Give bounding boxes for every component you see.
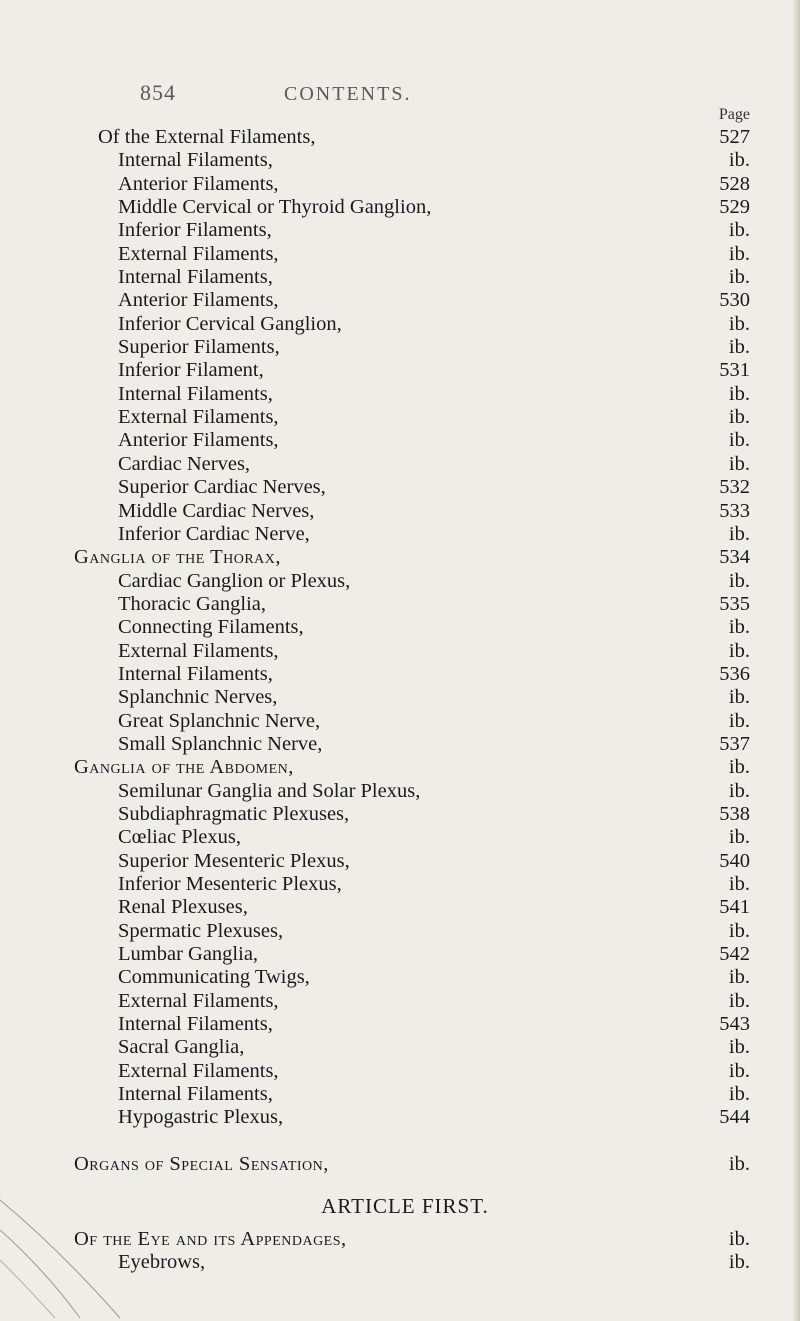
toc-entry-page: ib. bbox=[728, 1059, 750, 1082]
article-entries bbox=[0, 1228, 800, 1275]
toc-entry bbox=[0, 663, 800, 686]
toc-entry-label: Inferior Cardiac Nerve, bbox=[118, 522, 310, 545]
toc-entry-page: 541 bbox=[719, 896, 750, 919]
toc-entry bbox=[0, 686, 800, 709]
toc-entry-page: ib. bbox=[728, 826, 750, 849]
toc-entry-label: Communicating Twigs, bbox=[118, 966, 310, 989]
toc-entry-page: ib. bbox=[728, 616, 750, 639]
toc-entry bbox=[0, 780, 800, 803]
toc-entry-page: ib. bbox=[728, 312, 750, 335]
page-curve-lines bbox=[0, 1190, 120, 1321]
toc-entry bbox=[0, 1060, 800, 1083]
toc-entry-label: Lumbar Ganglia, bbox=[118, 943, 259, 966]
toc-entry-label: Middle Cervical or Thyroid Ganglion, bbox=[118, 196, 432, 219]
toc-entry bbox=[0, 546, 800, 569]
toc-entry-page: ib. bbox=[728, 709, 750, 732]
toc-entry bbox=[0, 920, 800, 943]
toc-entry-page: ib. bbox=[728, 756, 750, 779]
toc-entry-page: ib. bbox=[728, 1228, 750, 1251]
page-number: 854 bbox=[140, 80, 176, 105]
toc-entry-label: Small Splanchnic Nerve, bbox=[118, 732, 323, 755]
toc-entry-page: 531 bbox=[719, 359, 750, 382]
toc-entry bbox=[0, 336, 800, 359]
toc-entry-label: Cardiac Nerves, bbox=[118, 452, 251, 475]
toc-entry-page: 544 bbox=[719, 1106, 750, 1129]
toc-entry-page: 527 bbox=[719, 126, 750, 148]
toc-entry-page: ib. bbox=[728, 382, 750, 405]
page-header bbox=[140, 80, 680, 106]
toc-entry bbox=[0, 990, 800, 1013]
toc-entry bbox=[0, 289, 800, 312]
toc-entry-page: ib. bbox=[728, 149, 750, 172]
spacer bbox=[0, 1130, 800, 1153]
toc-entry-page: ib. bbox=[728, 569, 750, 592]
toc-entry bbox=[0, 570, 800, 593]
toc-entry-organs-of-special-sensation bbox=[0, 1153, 800, 1176]
toc-entry-page: 535 bbox=[719, 592, 750, 615]
toc-entry bbox=[0, 850, 800, 873]
toc-entry-label: Middle Cardiac Nerves, bbox=[118, 499, 315, 522]
toc-entry bbox=[0, 966, 800, 989]
toc-entry-label: Inferior Filaments, bbox=[118, 219, 272, 242]
toc-entry-label: Sacral Ganglia, bbox=[118, 1036, 245, 1059]
toc-entry-page: ib. bbox=[728, 1251, 750, 1274]
toc-entry bbox=[0, 383, 800, 406]
toc-entry-page: ib. bbox=[728, 639, 750, 662]
toc-entry bbox=[0, 1036, 800, 1059]
toc-entry-label: Internal Filaments, bbox=[118, 266, 273, 289]
toc-entry-label: External Filaments, bbox=[118, 242, 279, 265]
toc-entry bbox=[0, 500, 800, 523]
toc-entries bbox=[0, 126, 800, 1130]
toc-entry-label: External Filaments, bbox=[118, 406, 279, 429]
toc-entry bbox=[0, 756, 800, 779]
toc-entry-page: 532 bbox=[719, 476, 750, 499]
toc-entry bbox=[0, 219, 800, 242]
toc-entry-label: Anterior Filaments, bbox=[118, 172, 279, 195]
toc-entry-label: External Filaments, bbox=[118, 1059, 279, 1082]
toc-entry bbox=[0, 1106, 800, 1129]
toc-entry bbox=[0, 943, 800, 966]
toc-entry-page: ib. bbox=[728, 989, 750, 1012]
toc-entry-page: ib. bbox=[728, 406, 750, 429]
toc-entry-page: ib. bbox=[728, 522, 750, 545]
toc-entry bbox=[0, 640, 800, 663]
toc-entry-label: Subdiaphragmatic Plexuses, bbox=[118, 802, 350, 825]
toc-entry bbox=[0, 313, 800, 336]
toc-entry bbox=[0, 453, 800, 476]
toc-entry-label: Internal Filaments, bbox=[118, 662, 273, 685]
toc-entry bbox=[0, 616, 800, 639]
toc-entry-label: Thoracic Ganglia, bbox=[118, 592, 266, 615]
toc-entry-label: External Filaments, bbox=[118, 639, 279, 662]
running-title: CONTENTS. bbox=[284, 83, 412, 105]
toc-entry-label: Semilunar Ganglia and Solar Plexus, bbox=[118, 779, 421, 802]
toc-entry-label: Superior Mesenteric Plexus, bbox=[118, 849, 350, 872]
toc-entry-page: 530 bbox=[719, 289, 750, 312]
toc-entry-label: Cœliac Plexus, bbox=[118, 826, 241, 849]
toc-entry bbox=[0, 1228, 800, 1251]
toc-entry-page: ib. bbox=[728, 1036, 750, 1059]
toc-entry-label: Eyebrows, bbox=[118, 1251, 206, 1274]
toc-entry-label: Of the External Filaments, bbox=[98, 126, 316, 148]
toc-entry-page: ib. bbox=[728, 266, 750, 289]
toc-entry-page: ib. bbox=[728, 873, 750, 895]
toc-entry-page: ib. bbox=[728, 336, 750, 359]
toc-entry-label: Anterior Filaments, bbox=[118, 429, 279, 452]
toc-entry bbox=[0, 126, 800, 149]
toc-entry bbox=[0, 826, 800, 849]
toc-entry-page: ib. bbox=[728, 429, 750, 452]
toc-entry-page: 529 bbox=[719, 196, 750, 219]
toc-entry-label: Splanchnic Nerves, bbox=[118, 686, 278, 709]
toc-entry-page: 540 bbox=[719, 849, 750, 872]
toc-entry bbox=[0, 196, 800, 219]
toc-entry-label: Ganglia of the Abdomen, bbox=[74, 756, 294, 779]
toc-entry bbox=[0, 406, 800, 429]
toc-entry-label: Internal Filaments, bbox=[118, 1013, 273, 1036]
toc-entry-page: 542 bbox=[719, 943, 750, 966]
toc-entry bbox=[0, 896, 800, 919]
toc-entry-label: Inferior Filament, bbox=[118, 359, 264, 382]
toc-entry-label: Superior Cardiac Nerves, bbox=[118, 476, 326, 499]
toc-entry-page: 538 bbox=[719, 802, 750, 825]
toc-entry-page: ib. bbox=[728, 966, 750, 989]
toc-entry-label: Internal Filaments, bbox=[118, 1083, 273, 1106]
toc-entry-label: Anterior Filaments, bbox=[118, 289, 279, 312]
toc-entry-page: ib. bbox=[728, 1083, 750, 1106]
toc-entry-page: 528 bbox=[719, 172, 750, 195]
toc-entry bbox=[0, 593, 800, 616]
toc-entry bbox=[0, 1083, 800, 1106]
toc-entry-label: External Filaments, bbox=[118, 989, 279, 1012]
toc-entry-label: Inferior Cervical Ganglion, bbox=[118, 312, 342, 335]
toc-entry bbox=[0, 710, 800, 733]
toc-entry bbox=[0, 873, 800, 896]
toc-entry bbox=[0, 149, 800, 172]
toc-entry-page: ib. bbox=[728, 219, 750, 242]
toc-entry-page: ib. bbox=[728, 452, 750, 475]
toc-entry-label: Ganglia of the Thorax, bbox=[74, 546, 282, 569]
toc-entry-page: ib. bbox=[728, 779, 750, 802]
toc-entry bbox=[0, 1013, 800, 1036]
spacer bbox=[0, 1176, 800, 1184]
toc-entry-label: Of the Eye and its Appendages, bbox=[74, 1228, 347, 1251]
toc-entry bbox=[0, 476, 800, 499]
page-column-label: Page bbox=[718, 106, 750, 123]
toc-entry-label: Internal Filaments, bbox=[118, 149, 273, 172]
toc-entry bbox=[0, 523, 800, 546]
toc-entry-label: Organs of Special Sensation, bbox=[74, 1152, 329, 1175]
toc-entry bbox=[0, 803, 800, 826]
toc-entry bbox=[0, 1251, 800, 1274]
toc-entry-page: 543 bbox=[719, 1013, 750, 1036]
table-of-contents bbox=[0, 126, 800, 1275]
toc-entry bbox=[0, 173, 800, 196]
toc-entry-label: Spermatic Plexuses, bbox=[118, 919, 284, 942]
toc-entry-page: ib. bbox=[728, 242, 750, 265]
toc-entry-page: ib. bbox=[728, 1152, 750, 1175]
toc-entry-page: 533 bbox=[719, 499, 750, 522]
toc-entry-label: Cardiac Ganglion or Plexus, bbox=[118, 569, 351, 592]
toc-entry-label: Superior Filaments, bbox=[118, 336, 280, 359]
toc-entry-label: Internal Filaments, bbox=[118, 382, 273, 405]
toc-entry-label: Connecting Filaments, bbox=[118, 616, 304, 639]
toc-entry-page: 534 bbox=[719, 546, 750, 569]
toc-entry-label: Inferior Mesenteric Plexus, bbox=[118, 873, 342, 895]
toc-entry-label: Great Splanchnic Nerve, bbox=[118, 709, 321, 732]
toc-entry-page: 537 bbox=[719, 732, 750, 755]
toc-entry bbox=[0, 359, 800, 382]
toc-entry-page: ib. bbox=[728, 919, 750, 942]
toc-entry-page: ib. bbox=[728, 686, 750, 709]
article-heading: ARTICLE FIRST. bbox=[321, 1194, 489, 1219]
toc-entry bbox=[0, 733, 800, 756]
toc-entry-label: Renal Plexuses, bbox=[118, 896, 248, 919]
toc-entry bbox=[0, 429, 800, 452]
toc-entry-page: 536 bbox=[719, 662, 750, 685]
toc-entry-label: Hypogastric Plexus, bbox=[118, 1106, 284, 1129]
toc-entry bbox=[0, 243, 800, 266]
toc-entry bbox=[0, 266, 800, 289]
